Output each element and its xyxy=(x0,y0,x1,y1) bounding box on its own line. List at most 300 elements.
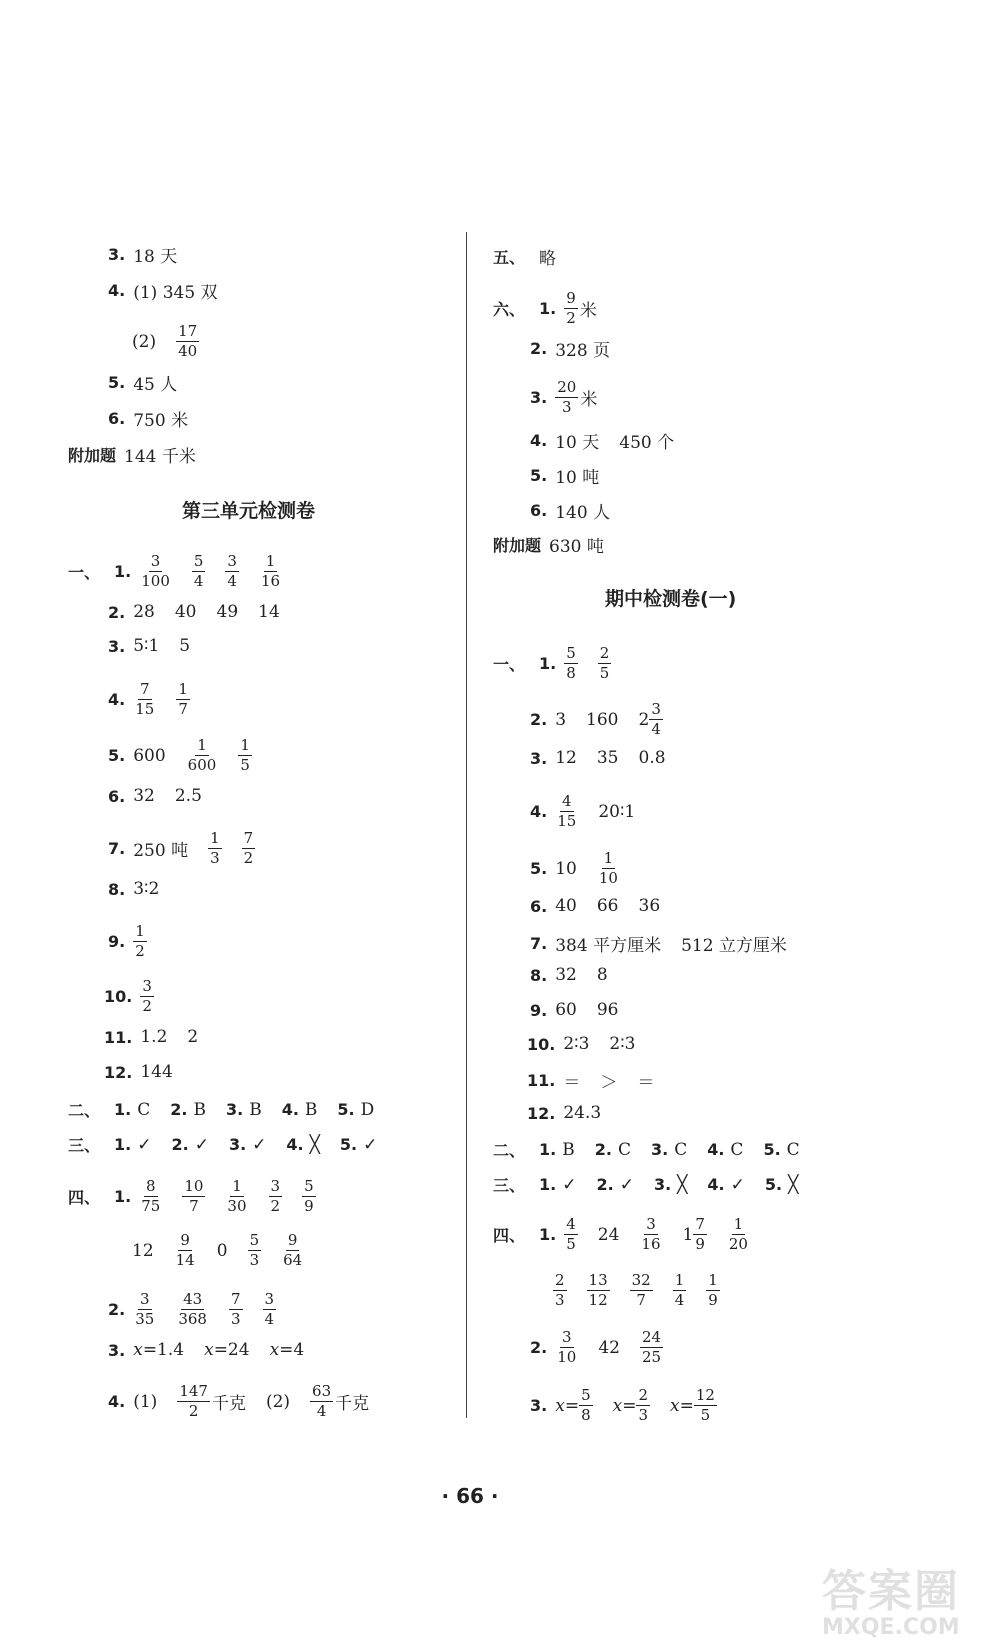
question-number: 11. xyxy=(527,1071,556,1090)
answer-item xyxy=(640,1330,663,1365)
answer-line xyxy=(530,794,655,829)
fraction xyxy=(177,1384,210,1419)
fraction-numerator: 1 xyxy=(197,736,207,754)
answer-item xyxy=(555,336,610,361)
question-number: 2. xyxy=(171,1135,189,1154)
answer-line xyxy=(530,498,630,523)
answer-line xyxy=(530,702,683,737)
answer-item xyxy=(242,831,256,866)
answer-item xyxy=(337,1100,374,1120)
fraction-numerator: 2 xyxy=(638,1386,648,1404)
fraction xyxy=(133,1292,156,1327)
answer-item xyxy=(598,1338,620,1358)
answer-item xyxy=(217,1241,228,1261)
answer-text: ✓ xyxy=(252,1134,267,1155)
fraction-numerator: 3 xyxy=(651,700,661,718)
fraction-denominator: 3 xyxy=(555,1291,565,1309)
answer-line xyxy=(530,380,617,415)
fraction-denominator: 2 xyxy=(270,1197,281,1215)
answer-text: 630 吨 xyxy=(549,537,604,557)
answer-item xyxy=(140,979,154,1014)
unit-text: 千克 xyxy=(335,1394,370,1414)
answer-item xyxy=(310,1384,369,1419)
answer-item xyxy=(176,1292,209,1327)
answer-line xyxy=(108,1340,324,1360)
fraction-denominator: 2 xyxy=(142,997,152,1015)
answer-item xyxy=(133,836,188,861)
answer-text: D xyxy=(360,1099,375,1120)
answer-text: B xyxy=(304,1099,318,1120)
answer-text: 49 xyxy=(216,602,239,622)
answer-item xyxy=(114,1135,151,1155)
question-number: 10. xyxy=(104,987,133,1006)
answer-text: 0 xyxy=(216,1240,228,1261)
question-number: 6. xyxy=(530,501,548,520)
question-number: 3. xyxy=(228,1135,247,1154)
fraction-denominator: 368 xyxy=(178,1310,207,1328)
question-number: 1. xyxy=(114,1135,132,1154)
answer-text: ╳ xyxy=(677,1174,688,1195)
answer-item xyxy=(564,291,597,326)
question-number: 10. xyxy=(527,1034,556,1054)
answer-text: 144 xyxy=(140,1062,173,1082)
question-number: 3. xyxy=(653,1175,672,1194)
fraction xyxy=(302,1179,316,1214)
answer-item xyxy=(555,380,597,415)
answer-item xyxy=(208,831,222,866)
answer-line xyxy=(108,636,210,656)
fraction xyxy=(727,1217,750,1252)
question-number: 5. xyxy=(530,859,548,878)
section-label: 三、 xyxy=(68,1136,101,1155)
answer-item xyxy=(564,1217,578,1252)
fraction-denominator: 2 xyxy=(243,849,254,867)
fraction-denominator: 16 xyxy=(641,1235,661,1253)
answer-item xyxy=(140,1062,172,1082)
answer-item xyxy=(248,1233,262,1268)
answer-item xyxy=(596,1175,633,1195)
fraction xyxy=(636,1388,650,1423)
question-number: 9. xyxy=(108,932,126,951)
answer-item xyxy=(174,1233,197,1268)
fraction-numerator: 1 xyxy=(240,736,250,754)
answer-line xyxy=(530,965,628,985)
fraction xyxy=(176,682,190,717)
fraction xyxy=(174,1233,197,1268)
answer-item xyxy=(630,1273,653,1308)
fraction-denominator: 9 xyxy=(695,1235,705,1253)
fraction-numerator: 1 xyxy=(265,552,276,570)
answer-item xyxy=(613,1388,650,1423)
answer-item xyxy=(187,1027,198,1047)
fraction xyxy=(564,646,578,681)
question-number: 12. xyxy=(104,1062,133,1082)
answer-text: ＝ xyxy=(637,1073,655,1093)
fraction xyxy=(640,1330,663,1365)
fraction xyxy=(269,1179,283,1214)
answer-line xyxy=(104,1027,218,1047)
fraction-denominator: 2 xyxy=(135,942,145,960)
fraction-denominator: 10 xyxy=(598,869,618,887)
answer-item xyxy=(282,1100,318,1120)
answer-item xyxy=(555,965,577,985)
question-number: 附加题 xyxy=(68,446,117,465)
answer-text: (2) xyxy=(132,331,157,352)
answer-line xyxy=(108,879,179,899)
answer-item xyxy=(639,1217,662,1252)
answer-text: ✓ xyxy=(363,1134,378,1155)
answer-line xyxy=(108,786,222,806)
answer-line xyxy=(530,463,619,488)
answer-line xyxy=(108,831,275,866)
fraction-numerator: 12 xyxy=(695,1386,715,1404)
fraction xyxy=(649,702,663,737)
fraction-numerator: 1 xyxy=(232,1177,242,1195)
answer-item xyxy=(204,1340,249,1360)
answer-item xyxy=(133,879,159,899)
section-label: 二、 xyxy=(493,1141,526,1160)
question-number: 1. xyxy=(539,1225,557,1244)
answer-item xyxy=(727,1217,750,1252)
fraction xyxy=(176,324,199,359)
answer-line xyxy=(68,554,302,589)
fraction-numerator: 17 xyxy=(178,322,198,340)
answer-item xyxy=(637,1068,654,1093)
answer-item xyxy=(555,896,577,916)
answer-line xyxy=(530,336,630,361)
fraction-denominator: 4 xyxy=(674,1291,685,1309)
answer-line xyxy=(493,1173,818,1196)
answer-line xyxy=(104,979,174,1014)
fraction-denominator: 7 xyxy=(178,700,188,718)
question-number: 5. xyxy=(108,373,126,392)
answer-text: ╳ xyxy=(309,1134,320,1155)
question-number: 8. xyxy=(108,879,126,899)
fraction-denominator: 14 xyxy=(175,1251,195,1269)
fraction-denominator: 3 xyxy=(230,1310,241,1328)
fraction-denominator: 5 xyxy=(700,1406,711,1424)
fraction-denominator: 2 xyxy=(188,1402,199,1420)
answer-text: 5 xyxy=(179,636,191,656)
fraction-numerator: 7 xyxy=(243,829,254,847)
answer-item xyxy=(133,242,177,267)
question-number: 2. xyxy=(530,339,548,358)
question-number: 3. xyxy=(530,748,548,768)
answer-line xyxy=(530,1388,737,1423)
question-number: 3. xyxy=(108,245,126,264)
answer-line xyxy=(530,428,694,453)
answer-line xyxy=(493,1217,770,1252)
answer-line xyxy=(108,682,210,717)
answer-item xyxy=(177,1384,246,1419)
answer-line xyxy=(104,1062,193,1082)
answer-item xyxy=(133,1392,157,1412)
fraction-denominator: 4 xyxy=(193,572,204,590)
unit-text: 米 xyxy=(579,301,597,321)
answer-text: 12 xyxy=(132,1240,154,1261)
fraction-denominator: 4 xyxy=(264,1310,275,1328)
answer-item xyxy=(133,746,165,766)
answer-text: 2∶3 xyxy=(563,1034,590,1054)
answer-text: C xyxy=(674,1139,688,1160)
answer-line xyxy=(132,1233,324,1268)
fraction-numerator: 3 xyxy=(561,1328,572,1346)
fraction xyxy=(208,831,222,866)
fraction xyxy=(225,554,239,589)
answer-item xyxy=(179,636,190,656)
answer-text: ＝ xyxy=(563,1073,581,1093)
answer-text: C xyxy=(137,1099,151,1120)
question-number: 2. xyxy=(530,710,548,729)
answer-item xyxy=(555,931,661,956)
question-number: 3. xyxy=(108,1340,126,1360)
fraction xyxy=(555,380,578,415)
fraction-numerator: 63 xyxy=(312,1382,332,1400)
answer-text: 45 人 xyxy=(133,375,178,395)
answer-text: B xyxy=(193,1099,206,1120)
answer-item xyxy=(133,636,159,656)
question-number: 1. xyxy=(539,654,557,673)
answer-text: 0.8 xyxy=(638,748,666,768)
answer-text: 144 千米 xyxy=(124,447,196,467)
question-number: 附加题 xyxy=(493,536,542,555)
fraction xyxy=(139,554,172,589)
fraction-numerator: 1 xyxy=(135,922,145,940)
answer-item xyxy=(133,406,188,431)
fraction-denominator: 4 xyxy=(227,572,237,590)
answer-item xyxy=(124,442,196,467)
answer-item xyxy=(133,1292,156,1327)
answer-text: ✓ xyxy=(619,1174,634,1195)
fraction xyxy=(248,1233,262,1268)
question-number: 4. xyxy=(281,1100,299,1119)
watermark-url: MXQE.COM xyxy=(822,1615,960,1640)
fraction-denominator: 3 xyxy=(561,398,572,416)
question-number: 5. xyxy=(530,466,548,485)
answer-text: B xyxy=(249,1099,262,1120)
fraction-denominator: 35 xyxy=(135,1310,155,1328)
answer-item xyxy=(681,931,787,956)
question-number: 2. xyxy=(170,1100,188,1119)
fraction xyxy=(564,291,578,326)
answer-item xyxy=(281,1233,304,1268)
fraction-numerator: 43 xyxy=(183,1290,203,1308)
answer-item xyxy=(133,786,155,806)
question-number: 1. xyxy=(539,1140,557,1159)
answer-text: 10 吨 xyxy=(555,468,600,488)
question-number: 4. xyxy=(707,1175,725,1194)
fraction-denominator: 4 xyxy=(316,1402,327,1420)
answer-text: 10 xyxy=(555,858,577,879)
fraction xyxy=(310,1384,333,1419)
fraction-denominator: 12 xyxy=(588,1291,608,1309)
answer-text: 384 平方厘米 xyxy=(555,936,662,956)
fraction-denominator: 100 xyxy=(141,572,170,590)
answer-text: 40 xyxy=(555,896,577,916)
fraction-denominator: 30 xyxy=(227,1197,247,1215)
question-number: 7. xyxy=(108,839,126,858)
answer-item xyxy=(286,1135,319,1155)
answer-text: 512 立方厘米 xyxy=(681,936,787,956)
answer-item xyxy=(133,682,156,717)
fraction-numerator: 5 xyxy=(249,1231,260,1249)
answer-item xyxy=(555,710,566,730)
unit-text: 米 xyxy=(580,390,598,410)
question-number: 1. xyxy=(539,1175,557,1194)
fraction-numerator: 7 xyxy=(139,680,150,698)
answer-item xyxy=(619,428,674,453)
answer-item xyxy=(176,682,190,717)
fraction-denominator: 2 xyxy=(566,309,576,327)
answer-item xyxy=(555,463,599,488)
answer-line xyxy=(493,244,576,269)
answer-line xyxy=(493,291,617,326)
answer-text: =1.4 xyxy=(142,1340,185,1360)
fraction-denominator: 9 xyxy=(708,1291,718,1309)
answer-item xyxy=(563,1103,601,1123)
answer-item xyxy=(555,748,577,768)
fraction-denominator: 75 xyxy=(141,1197,161,1215)
answer-text: 160 xyxy=(586,709,619,730)
answer-item xyxy=(217,602,239,622)
question-number: 3. xyxy=(225,1100,244,1119)
fraction-numerator: 32 xyxy=(631,1271,651,1289)
answer-item xyxy=(673,1273,687,1308)
answer-text: C xyxy=(617,1139,631,1160)
watermark-logo xyxy=(822,1555,992,1645)
mixed-whole: 2 xyxy=(638,709,650,730)
question-number: 11. xyxy=(104,1027,133,1047)
answer-item xyxy=(549,532,604,557)
question-number: 4. xyxy=(707,1140,725,1159)
answer-text: 略 xyxy=(539,249,557,269)
fraction-numerator: 7 xyxy=(230,1290,241,1308)
answer-item xyxy=(238,738,252,773)
answer-item xyxy=(539,1140,575,1160)
column-divider xyxy=(466,232,467,1418)
fraction-numerator: 3 xyxy=(646,1215,656,1233)
fraction-denominator: 8 xyxy=(581,1406,591,1424)
answer-item xyxy=(133,1340,184,1360)
answer-text: C xyxy=(786,1139,800,1160)
answer-text: 328 页 xyxy=(555,341,611,361)
fraction xyxy=(281,1233,304,1268)
answer-item xyxy=(171,1135,208,1155)
answer-line xyxy=(108,1292,296,1327)
fraction xyxy=(140,979,154,1014)
answer-text: ＞ xyxy=(600,1073,618,1093)
answer-item xyxy=(597,965,608,985)
answer-text: 12 xyxy=(555,748,577,768)
question-number: 9. xyxy=(530,1000,548,1020)
answer-text: 1.2 xyxy=(140,1027,168,1047)
answer-item xyxy=(639,748,666,768)
fraction-numerator: 4 xyxy=(561,792,572,810)
answer-item xyxy=(226,1100,262,1120)
answer-text: 3 xyxy=(555,709,567,730)
answer-text: 96 xyxy=(596,1000,619,1020)
section-label: 三、 xyxy=(493,1176,526,1195)
variable: x xyxy=(670,1395,680,1416)
answer-text: 32 xyxy=(555,965,577,985)
fraction-denominator: 7 xyxy=(189,1197,199,1215)
question-number: 5. xyxy=(339,1135,358,1154)
answer-line xyxy=(530,748,686,768)
answer-line xyxy=(68,1133,397,1156)
answer-item xyxy=(182,1179,205,1214)
answer-item xyxy=(707,1175,744,1195)
answer-item xyxy=(263,1292,277,1327)
fraction xyxy=(133,682,156,717)
answer-item xyxy=(133,278,217,303)
fraction xyxy=(693,1217,707,1252)
answer-item xyxy=(132,1241,154,1261)
unit-text: 千克 xyxy=(211,1394,246,1414)
mixed-whole: 1 xyxy=(682,1224,694,1245)
answer-line xyxy=(108,370,197,395)
answer-text: ✓ xyxy=(730,1174,745,1195)
answer-text: 2∶3 xyxy=(609,1034,636,1054)
fraction-denominator: 8 xyxy=(566,664,576,682)
answer-text: 10 天 xyxy=(555,433,600,453)
fraction xyxy=(587,1273,610,1308)
answer-item xyxy=(258,602,280,622)
answer-line xyxy=(132,324,219,359)
fraction-numerator: 3 xyxy=(264,1290,275,1308)
fraction-numerator: 5 xyxy=(566,644,576,662)
fraction-denominator: 5 xyxy=(566,1235,576,1253)
fraction-numerator: 1 xyxy=(178,680,188,698)
answer-text: 5∶1 xyxy=(133,636,160,656)
answer-item xyxy=(598,646,612,681)
fraction-numerator: 5 xyxy=(581,1386,591,1404)
answer-line xyxy=(530,1330,683,1365)
question-number: 2. xyxy=(108,1300,126,1319)
answer-item xyxy=(555,794,578,829)
answer-item xyxy=(555,859,577,879)
answer-item xyxy=(139,554,172,589)
variable: x xyxy=(612,1395,623,1416)
question-number: 4. xyxy=(286,1135,304,1154)
answer-item xyxy=(229,1135,266,1155)
answer-item xyxy=(609,1034,635,1054)
fraction-numerator: 1 xyxy=(674,1271,685,1289)
answer-text: ╳ xyxy=(788,1174,799,1195)
fraction xyxy=(564,1217,578,1252)
answer-item xyxy=(176,324,199,359)
fraction-denominator: 7 xyxy=(636,1291,646,1309)
answer-item xyxy=(639,896,661,916)
answer-text: 600 xyxy=(133,745,166,766)
fraction-denominator: 25 xyxy=(641,1348,662,1366)
section-heading: 第三单元检测卷 xyxy=(182,500,316,522)
answer-text: = xyxy=(679,1395,694,1416)
answer-text: ✓ xyxy=(194,1134,209,1155)
question-number: 7. xyxy=(530,934,548,953)
fraction xyxy=(639,1217,662,1252)
answer-text: 32 xyxy=(133,786,155,806)
fraction-denominator: 3 xyxy=(210,849,220,867)
answer-text: 3∶2 xyxy=(133,879,160,899)
fraction-denominator: 15 xyxy=(135,700,155,718)
fraction-denominator: 10 xyxy=(557,1348,577,1366)
answer-item xyxy=(707,1140,743,1160)
answer-line xyxy=(527,1068,674,1093)
fraction xyxy=(706,1273,720,1308)
section-label: 五、 xyxy=(493,248,526,267)
section-heading: 期中检测卷(一) xyxy=(605,588,737,610)
fraction-denominator: 5 xyxy=(240,756,250,774)
